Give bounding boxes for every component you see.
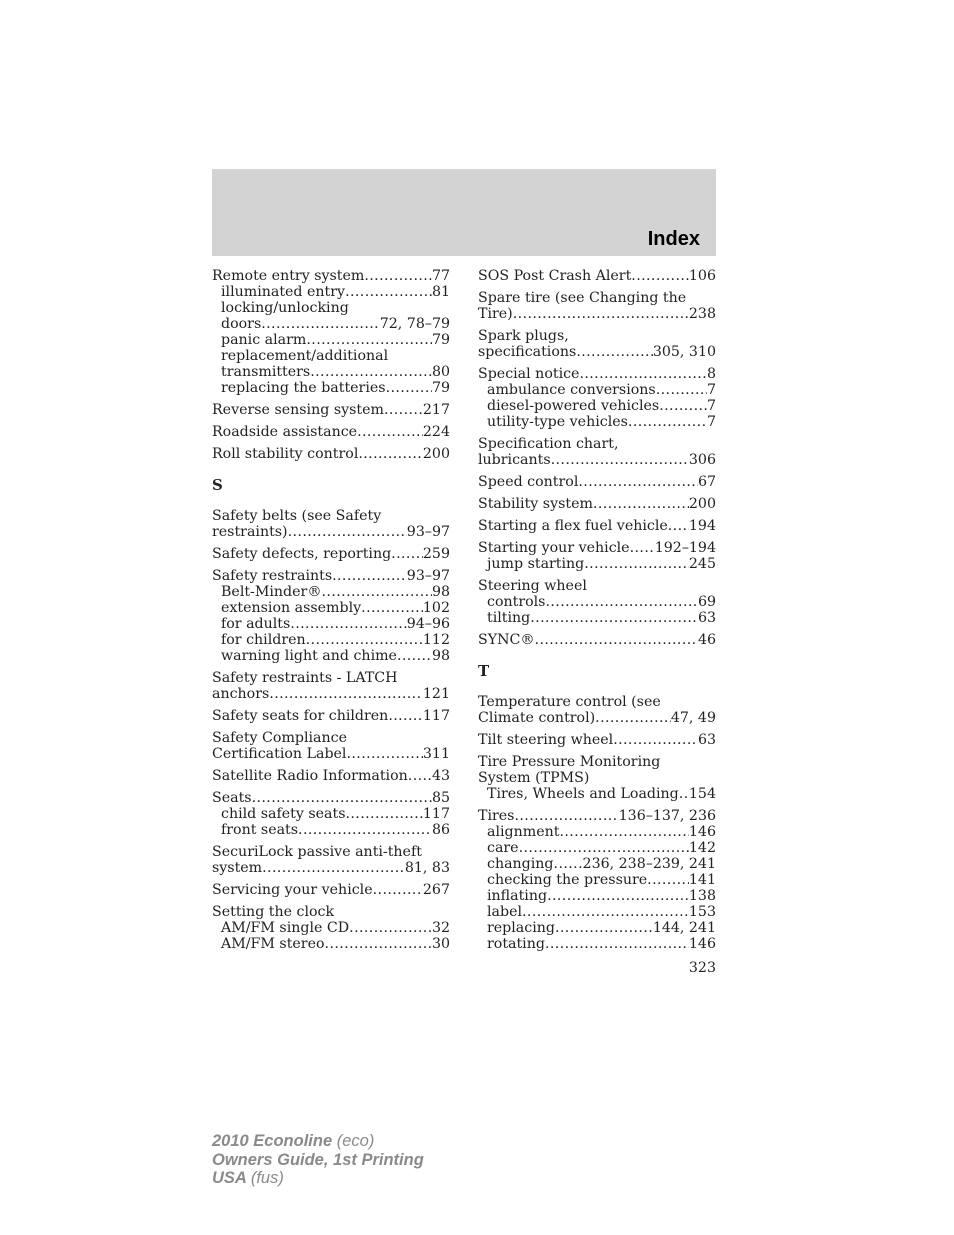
- entry-term: specifications: [478, 344, 577, 360]
- entry-term: Safety restraints - LATCH: [212, 670, 398, 686]
- entry-term: Safety Compliance: [212, 730, 347, 746]
- index-entry-line: [212, 686, 450, 702]
- index-subentry-line: [212, 822, 450, 838]
- entry-term: AM/FM stereo: [221, 936, 325, 952]
- entry-term: transmitters: [221, 364, 311, 380]
- entry-page-ref: 85: [431, 790, 450, 806]
- entry-term: Certification Label: [212, 746, 347, 762]
- entry-term: SOS Post Crash Alert: [478, 268, 632, 284]
- entry-term: Safety belts (see Safety: [212, 508, 382, 524]
- entry-page-ref: 7: [706, 382, 716, 398]
- index-subentry-line: [212, 648, 450, 664]
- entry-term: Spark plugs,: [478, 328, 569, 344]
- entry-page-ref: 117: [422, 806, 450, 822]
- dot-leader: [349, 920, 432, 936]
- dot-leader: [547, 888, 689, 904]
- index-entry: [478, 540, 716, 572]
- entry-page-ref: 144, 241: [652, 920, 716, 936]
- entry-page-ref: 106: [688, 268, 716, 284]
- dot-leader: [306, 332, 432, 348]
- entry-term: replacing: [487, 920, 555, 936]
- index-subentry-line: [212, 364, 450, 380]
- entry-page-ref: 141: [688, 872, 716, 888]
- footer-region: USA: [212, 1169, 247, 1187]
- index-entry: [478, 290, 716, 322]
- entry-term: controls: [487, 594, 546, 610]
- entry-page-ref: 46: [697, 632, 716, 648]
- entry-term: Safety restraints: [212, 568, 333, 584]
- dot-leader: [593, 496, 689, 512]
- entry-page-ref: 30: [431, 936, 450, 952]
- index-subentry-line: [478, 398, 716, 414]
- index-subentry-line: [478, 872, 716, 888]
- entry-term: Roll stability control: [212, 446, 359, 462]
- entry-term: SYNC®: [478, 632, 535, 648]
- dot-leader: [679, 786, 689, 802]
- entry-page-ref: 8: [706, 366, 716, 382]
- entry-page-ref: 238: [688, 306, 716, 322]
- entry-term: changing: [487, 856, 554, 872]
- index-entry-line: [478, 578, 716, 594]
- entry-page-ref: 86: [431, 822, 450, 838]
- index-subentry-line: [478, 840, 716, 856]
- dot-leader: [579, 366, 707, 382]
- index-subentry-line: [478, 904, 716, 920]
- entry-page-ref: 72, 78–79: [379, 316, 450, 332]
- entry-page-ref: 121: [422, 686, 450, 702]
- index-subentry-line: [212, 806, 450, 822]
- index-subentry-line: [212, 300, 450, 316]
- index-entry-line: [478, 452, 716, 468]
- index-subentry-line: [478, 920, 716, 936]
- index-entry: [478, 268, 716, 284]
- dot-leader: [384, 402, 423, 418]
- entry-term: Seats: [212, 790, 252, 806]
- entry-page-ref: 267: [422, 882, 450, 898]
- entry-term: replacing the batteries: [221, 380, 386, 396]
- index-entry: [212, 670, 450, 702]
- entry-page-ref: 7: [706, 414, 716, 430]
- dot-leader: [386, 380, 432, 396]
- dot-leader: [584, 556, 689, 572]
- index-subentry-line: [212, 920, 450, 936]
- index-entry-line: [478, 632, 716, 648]
- dot-leader: [397, 648, 432, 664]
- index-subentry-line: [478, 786, 716, 802]
- document-footer: [212, 1132, 424, 1188]
- dot-leader: [545, 936, 689, 952]
- index-entry-line: [478, 518, 716, 534]
- index-entry-line: [212, 882, 450, 898]
- entry-page-ref: 32: [431, 920, 450, 936]
- dot-leader: [391, 546, 423, 562]
- dot-leader: [306, 632, 423, 648]
- dot-leader: [298, 822, 432, 838]
- index-entry-line: [478, 306, 716, 322]
- entry-term: Tires, Wheels and Loading: [487, 786, 679, 802]
- index-subentry-line: [212, 316, 450, 332]
- index-entry: [478, 496, 716, 512]
- entry-term: doors: [221, 316, 262, 332]
- index-entry-line: [478, 754, 716, 770]
- entry-page-ref: 305, 310: [652, 344, 716, 360]
- entry-term: restraints): [212, 524, 288, 540]
- index-entry: [212, 546, 450, 562]
- index-entry-line: [478, 710, 716, 726]
- index-entry: [478, 694, 716, 726]
- entry-term: utility-type vehicles: [487, 414, 628, 430]
- index-subentry-line: [212, 936, 450, 952]
- dot-leader: [668, 518, 689, 534]
- entry-page-ref: 81, 83: [404, 860, 450, 876]
- dot-leader: [554, 856, 583, 872]
- index-entry-line: [212, 860, 450, 876]
- entry-page-ref: 93–97: [406, 568, 450, 584]
- index-entry: [212, 882, 450, 898]
- index-entry: [212, 402, 450, 418]
- entry-page-ref: 98: [431, 584, 450, 600]
- entry-term: Roadside assistance: [212, 424, 358, 440]
- index-subentry-line: [478, 594, 716, 610]
- entry-page-ref: 7: [706, 398, 716, 414]
- index-entry: [212, 268, 450, 396]
- entry-page-ref: 200: [688, 496, 716, 512]
- index-entry-line: [478, 436, 716, 452]
- index-subentry-line: [212, 584, 450, 600]
- entry-term: label: [487, 904, 523, 920]
- entry-term: Special notice: [478, 366, 580, 382]
- entry-term: anchors: [212, 686, 270, 702]
- entry-term: Tires: [478, 808, 515, 824]
- entry-term: care: [487, 840, 519, 856]
- dot-leader: [269, 686, 423, 702]
- index-entry-line: [212, 844, 450, 860]
- dot-leader: [373, 882, 423, 898]
- dot-leader: [628, 414, 707, 430]
- footer-model-code: (eco): [336, 1132, 375, 1150]
- index-entry-line: [212, 904, 450, 920]
- index-entry-line: [478, 268, 716, 284]
- index-entry: [212, 446, 450, 462]
- entry-page-ref: 259: [422, 546, 450, 562]
- entry-page-ref: 47, 49: [670, 710, 716, 726]
- dot-leader: [290, 616, 407, 632]
- entry-term: panic alarm: [221, 332, 307, 348]
- index-entry: [478, 632, 716, 648]
- entry-term: SecuriLock passive anti-theft: [212, 844, 422, 860]
- index-subentry-line: [478, 382, 716, 398]
- dot-leader: [522, 904, 689, 920]
- index-entry-line: [478, 694, 716, 710]
- entry-term: extension assembly: [221, 600, 362, 616]
- dot-leader: [630, 540, 655, 556]
- index-subentry-line: [478, 936, 716, 952]
- dot-leader: [345, 284, 432, 300]
- dot-leader: [656, 382, 707, 398]
- entry-page-ref: 224: [422, 424, 450, 440]
- dot-leader: [322, 584, 432, 600]
- footer-region-code: (fus): [250, 1169, 284, 1187]
- entry-page-ref: 192–194: [654, 540, 716, 556]
- entry-page-ref: 200: [422, 446, 450, 462]
- index-entry: [478, 474, 716, 490]
- index-entry-line: [478, 540, 716, 556]
- entry-term: Stability system: [478, 496, 593, 512]
- index-entry-line: [212, 546, 450, 562]
- entry-page-ref: 81: [431, 284, 450, 300]
- entry-page-ref: 102: [422, 600, 450, 616]
- entry-term: Climate control): [478, 710, 596, 726]
- index-entry: [478, 732, 716, 748]
- entry-term: diesel-powered vehicles: [487, 398, 660, 414]
- entry-term: tilting: [487, 610, 531, 626]
- entry-term: checking the pressure: [487, 872, 648, 888]
- index-entry: [212, 424, 450, 440]
- index-entry: [212, 904, 450, 952]
- index-entry: [212, 844, 450, 876]
- index-entry-line: [212, 670, 450, 686]
- entry-term: jump starting: [487, 556, 585, 572]
- index-entry-line: [212, 730, 450, 746]
- index-entry-line: [212, 402, 450, 418]
- dot-leader: [555, 920, 653, 936]
- dot-leader: [361, 600, 423, 616]
- entry-term: Safety defects, reporting: [212, 546, 392, 562]
- dot-leader: [358, 446, 423, 462]
- index-entry: [212, 768, 450, 784]
- dot-leader: [345, 806, 422, 822]
- entry-term: illuminated entry: [221, 284, 346, 300]
- index-entry-line: [212, 508, 450, 524]
- index-subentry-line: [212, 616, 450, 632]
- entry-term: Speed control: [478, 474, 579, 490]
- entry-term: Reverse sensing system: [212, 402, 384, 418]
- index-entry: [478, 808, 716, 952]
- entry-page-ref: 138: [688, 888, 716, 904]
- entry-page-ref: 236, 238–239, 241: [582, 856, 716, 872]
- entry-page-ref: 94–96: [406, 616, 450, 632]
- index-entry: [212, 568, 450, 664]
- dot-leader: [613, 732, 698, 748]
- entry-term: Starting your vehicle: [478, 540, 630, 556]
- dot-leader: [325, 936, 432, 952]
- index-column-right: [478, 268, 716, 952]
- entry-term: Remote entry system: [212, 268, 365, 284]
- footer-line-2: Owners Guide, 1st Printing: [212, 1150, 424, 1169]
- index-subentry-line: [478, 414, 716, 430]
- index-entry: [478, 518, 716, 534]
- entry-page-ref: 79: [431, 332, 450, 348]
- page-number: 323: [688, 960, 716, 976]
- index-entry-line: [478, 290, 716, 306]
- entry-term: Belt-Minder®: [221, 584, 322, 600]
- dot-leader: [346, 746, 422, 762]
- entry-page-ref: 153: [688, 904, 716, 920]
- index-entry: [478, 366, 716, 430]
- index-entry: [478, 328, 716, 360]
- entry-term: Tire Pressure Monitoring: [478, 754, 661, 770]
- entry-term: inflating: [487, 888, 548, 904]
- entry-term: Satellite Radio Information: [212, 768, 408, 784]
- index-subentry-line: [212, 348, 450, 364]
- index-column-left: [212, 268, 450, 952]
- index-entry-line: [478, 328, 716, 344]
- entry-page-ref: 194: [688, 518, 716, 534]
- index-subentry-line: [478, 856, 716, 872]
- index-subentry-line: [212, 600, 450, 616]
- entry-page-ref: 136–137, 236: [618, 808, 716, 824]
- dot-leader: [513, 306, 689, 322]
- dot-leader: [576, 344, 653, 360]
- entry-page-ref: 112: [422, 632, 450, 648]
- dot-leader: [261, 316, 379, 332]
- entry-term: child safety seats: [221, 806, 346, 822]
- entry-page-ref: 63: [697, 732, 716, 748]
- entry-page-ref: 117: [422, 708, 450, 724]
- entry-term: lubricants: [478, 452, 551, 468]
- dot-leader: [595, 710, 671, 726]
- entry-page-ref: 217: [422, 402, 450, 418]
- entry-term: System (TPMS): [478, 770, 590, 786]
- index-subentry-line: [478, 610, 716, 626]
- dot-leader: [408, 768, 432, 784]
- entry-term: rotating: [487, 936, 545, 952]
- entry-term: front seats: [221, 822, 299, 838]
- entry-term: Tilt steering wheel: [478, 732, 614, 748]
- entry-term: Servicing your vehicle: [212, 882, 373, 898]
- index-entry-line: [478, 344, 716, 360]
- entry-page-ref: 154: [688, 786, 716, 802]
- dot-leader: [535, 632, 698, 648]
- index-entry-line: [212, 446, 450, 462]
- entry-page-ref: 245: [688, 556, 716, 572]
- dot-leader: [631, 268, 689, 284]
- dot-leader: [364, 268, 432, 284]
- entry-page-ref: 80: [431, 364, 450, 380]
- entry-term: Temperature control (see: [478, 694, 661, 710]
- index-subentry-line: [478, 556, 716, 572]
- index-entry-line: [212, 424, 450, 440]
- entry-term: Spare tire (see Changing the: [478, 290, 687, 306]
- footer-line-3: [212, 1169, 424, 1188]
- dot-leader: [530, 610, 698, 626]
- index-entry: [212, 508, 450, 540]
- entry-page-ref: 142: [688, 840, 716, 856]
- dot-leader: [288, 524, 407, 540]
- entry-term: for children: [221, 632, 306, 648]
- index-subentry-line: [212, 632, 450, 648]
- entry-page-ref: 98: [431, 648, 450, 664]
- entry-term: for adults: [221, 616, 291, 632]
- entry-term: replacement/additional: [221, 348, 389, 364]
- dot-leader: [310, 364, 432, 380]
- entry-term: Specification chart,: [478, 436, 619, 452]
- entry-term: ambulance conversions: [487, 382, 656, 398]
- section-letter: S: [212, 476, 223, 494]
- index-entry-line: [212, 768, 450, 784]
- entry-term: locking/unlocking: [221, 300, 349, 316]
- index-entry-line: [212, 268, 450, 284]
- index-entry-line: [478, 732, 716, 748]
- entry-page-ref: 311: [422, 746, 450, 762]
- index-entry-line: [478, 770, 716, 786]
- section-title: Index: [647, 228, 700, 250]
- dot-leader: [388, 708, 423, 724]
- entry-page-ref: 306: [688, 452, 716, 468]
- index-subentry-line: [478, 824, 716, 840]
- index-subentry-line: [212, 380, 450, 396]
- dot-leader: [551, 452, 689, 468]
- entry-page-ref: 146: [688, 936, 716, 952]
- index-entry: [212, 730, 450, 762]
- section-header-band: [212, 169, 716, 256]
- index-entry-line: [212, 790, 450, 806]
- entry-term: Safety seats for children: [212, 708, 389, 724]
- dot-leader: [559, 824, 688, 840]
- index-subentry-line: [212, 284, 450, 300]
- index-entry: [478, 436, 716, 468]
- entry-page-ref: 63: [697, 610, 716, 626]
- dot-leader: [647, 872, 689, 888]
- entry-term: Steering wheel: [478, 578, 587, 594]
- index-entry-line: [212, 708, 450, 724]
- entry-page-ref: 93–97: [406, 524, 450, 540]
- index-entry-line: [212, 524, 450, 540]
- dot-leader: [659, 398, 707, 414]
- entry-term: Starting a flex fuel vehicle: [478, 518, 668, 534]
- entry-page-ref: 146: [688, 824, 716, 840]
- entry-page-ref: 67: [697, 474, 716, 490]
- entry-term: Tire): [478, 306, 513, 322]
- dot-leader: [252, 790, 432, 806]
- index-entry-line: [478, 474, 716, 490]
- entry-term: Setting the clock: [212, 904, 335, 920]
- index-entry: [212, 790, 450, 838]
- entry-term: alignment: [487, 824, 560, 840]
- footer-line-1: [212, 1132, 424, 1151]
- index-entry: [478, 578, 716, 626]
- index-subentry-line: [478, 888, 716, 904]
- dot-leader: [578, 474, 698, 490]
- entry-page-ref: 69: [697, 594, 716, 610]
- dot-leader: [262, 860, 405, 876]
- index-subentry-line: [212, 332, 450, 348]
- index-entry-line: [478, 808, 716, 824]
- index-entry-line: [478, 496, 716, 512]
- index-entry: [478, 754, 716, 802]
- section-letter: T: [478, 662, 490, 680]
- entry-page-ref: 79: [431, 380, 450, 396]
- entry-term: warning light and chime: [221, 648, 397, 664]
- index-entry-line: [212, 568, 450, 584]
- entry-page-ref: 43: [431, 768, 450, 784]
- entry-page-ref: 77: [431, 268, 450, 284]
- index-entry: [212, 708, 450, 724]
- dot-leader: [332, 568, 407, 584]
- dot-leader: [357, 424, 423, 440]
- dot-leader: [514, 808, 618, 824]
- dot-leader: [545, 594, 697, 610]
- index-entry-line: [478, 366, 716, 382]
- entry-term: AM/FM single CD: [221, 920, 350, 936]
- entry-term: system: [212, 860, 263, 876]
- footer-model: 2010 Econoline: [212, 1132, 333, 1150]
- index-entry-line: [212, 746, 450, 762]
- dot-leader: [519, 840, 689, 856]
